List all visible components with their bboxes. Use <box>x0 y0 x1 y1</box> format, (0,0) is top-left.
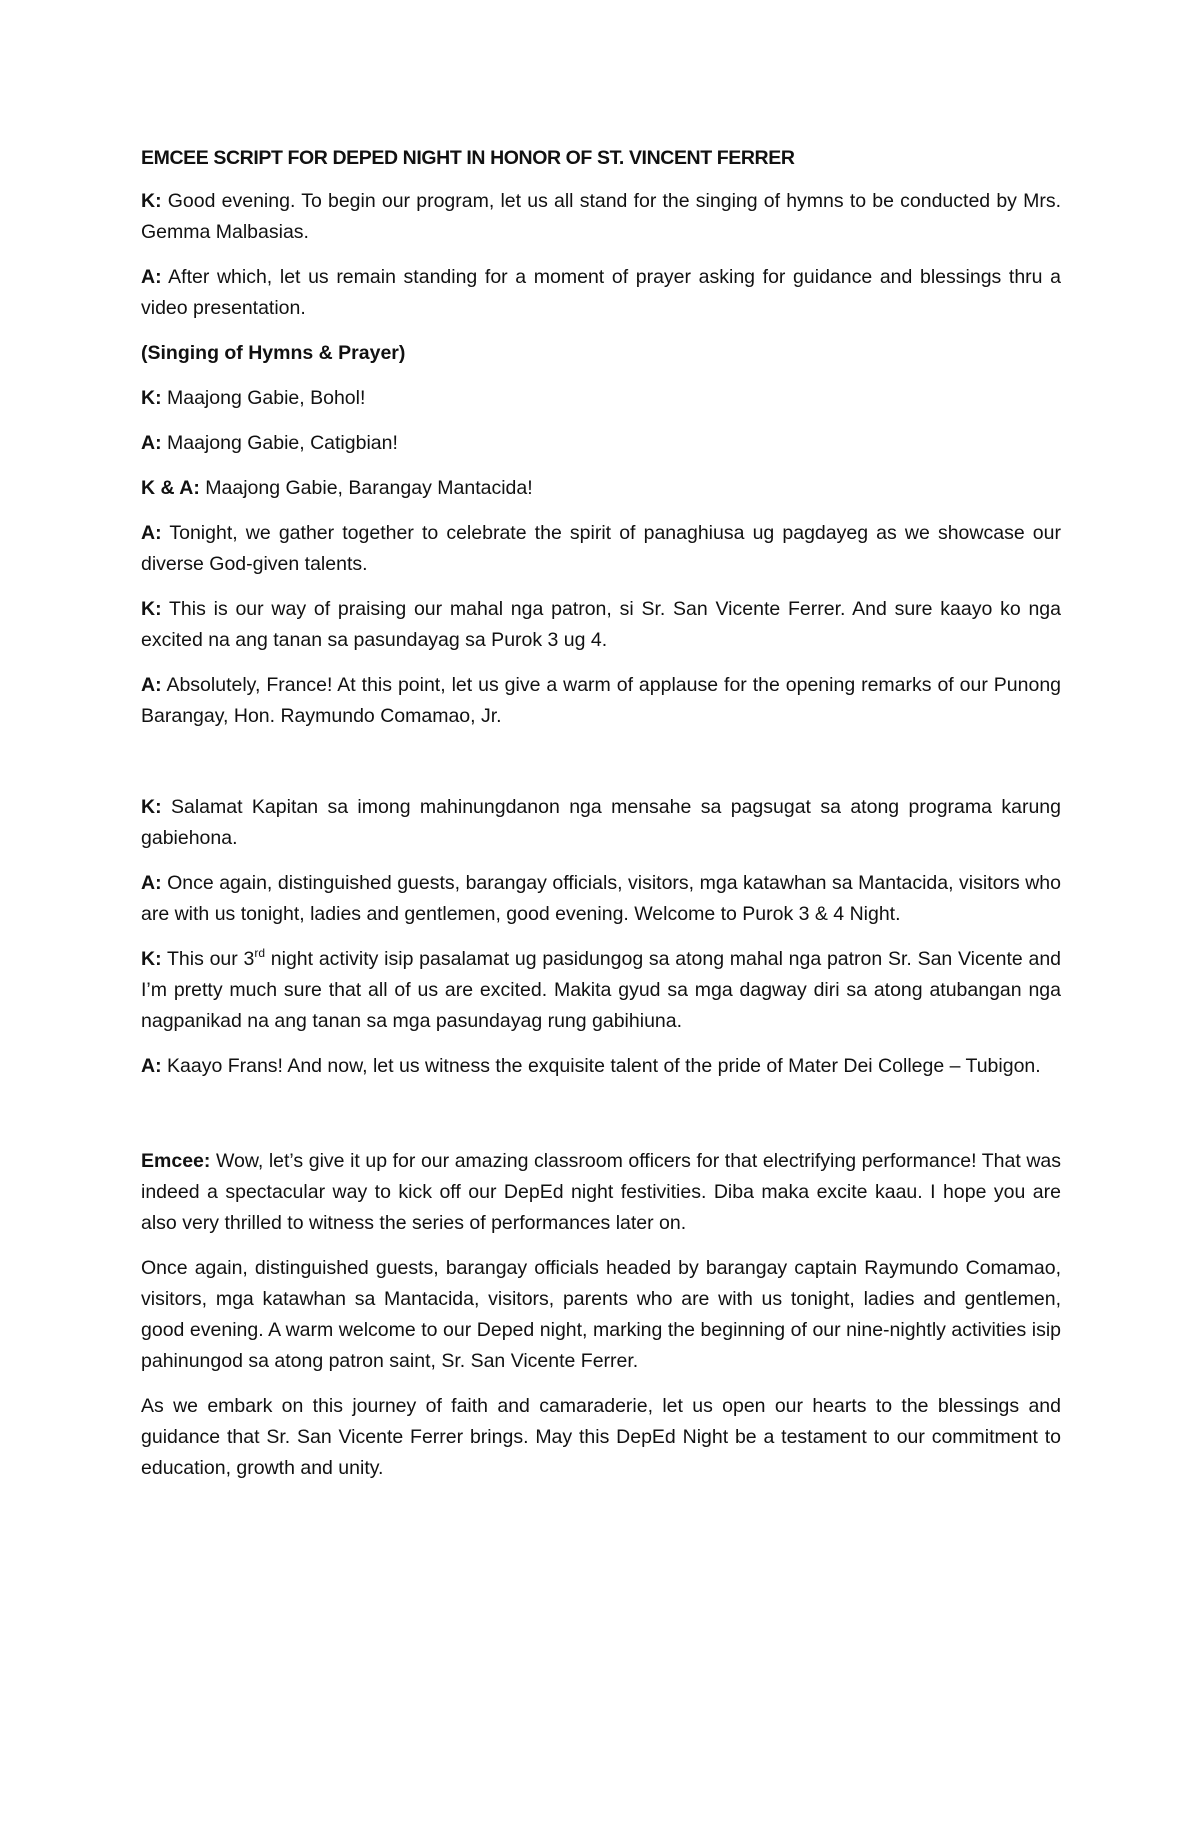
line-text: Good evening. To begin our program, let us all stand for the singing of hymns to be conducted by Mrs. Gemma Malbasias. <box>141 190 1061 243</box>
script-line <box>141 1051 1061 1082</box>
document-page <box>141 143 1061 1498</box>
line-text: After which, let us remain standing for a moment of prayer asking for guidance and blessings thru a video presentation. <box>141 266 1062 319</box>
speaker-label: K & A: <box>141 477 200 499</box>
line-text: Once again, distinguished guests, barangay officials, visitors, mga katawhan sa Mantacida, visitors who are with us tonight, ladies and gentlemen, good evening. Welcome to Purok 3 & 4 Night. <box>141 872 1061 925</box>
paragraph: As we embark on this journey of faith and camaraderie, let us open our hearts to the blessings and guidance that Sr. San Vicente Ferrer brings. May this DepEd Night be a testament to our commitment to education, growth and unity. <box>141 1395 1061 1479</box>
blank-space <box>141 746 1061 792</box>
script-line <box>141 670 1061 732</box>
section-heading: (Singing of Hymns & Prayer) <box>141 342 406 364</box>
speaker-label: A: <box>141 1055 162 1077</box>
line-text: This is our way of praising our mahal nga patron, si Sr. San Vicente Ferrer. And sure kaayo ko nga excited na ang tanan sa pasundayag sa Purok 3 ug 4. <box>141 598 1061 651</box>
script-line <box>141 1146 1061 1239</box>
speaker-label: K: <box>141 598 162 620</box>
speaker-label: A: <box>141 872 162 894</box>
line-text-after: night activity isip pasalamat ug pasidungog sa atong mahal nga patron Sr. San Vicente and I’m pretty much sure that all of us are excited. Makita gyud sa mga dagway diri sa atong atubangan nga nagpanikad na ang tanan sa mga pasundayag rung gabihiuna. <box>141 948 1062 1032</box>
line-text: Maajong Gabie, Barangay Mantacida! <box>205 477 533 499</box>
speaker-label: A: <box>141 266 162 288</box>
line-text: Kaayo Frans! And now, let us witness the exquisite talent of the pride of Mater Dei College – Tubigon. <box>167 1055 1041 1077</box>
line-text: Tonight, we gather together to celebrate the spirit of panaghiusa ug pagdayeg as we showcase our diverse God-given talents. <box>141 522 1061 575</box>
speaker-label: K: <box>141 190 162 212</box>
script-line <box>141 473 1061 504</box>
ordinal-suffix: rd <box>254 946 266 960</box>
speaker-label: A: <box>141 432 162 454</box>
script-line <box>141 383 1061 414</box>
line-text-before: This our 3 <box>166 948 255 970</box>
paragraph: Once again, distinguished guests, barangay officials headed by barangay captain Raymundo Comamao, visitors, mga katawhan sa Mantacida, visitors, parents who are with us tonight, ladies and gentlemen, good evening. A warm welcome to our Deped night, marking the beginning of our nine-nightly activities isip pahinungod sa atong patron saint, Sr. San Vicente Ferrer. <box>141 1257 1061 1372</box>
speaker-label: K: <box>141 796 162 818</box>
speaker-label: K: <box>141 387 162 409</box>
line-text: Absolutely, France! At this point, let us give a warm of applause for the opening remarks of our Punong Barangay, Hon. Raymundo Comamao, Jr. <box>141 674 1062 727</box>
script-line <box>141 262 1061 324</box>
blank-space <box>141 1096 1061 1146</box>
document-title: EMCEE SCRIPT FOR DEPED NIGHT IN HONOR OF ST. VINCENT FERRER <box>141 147 795 169</box>
script-line <box>141 186 1061 248</box>
speaker-label: K: <box>141 948 162 970</box>
script-line <box>141 792 1061 854</box>
line-text: Maajong Gabie, Catigbian! <box>167 432 398 454</box>
line-text: Salamat Kapitan sa imong mahinungdanon nga mensahe sa pagsugat sa atong programa karung gabiehona. <box>141 796 1061 849</box>
speaker-label: A: <box>141 674 162 696</box>
script-line <box>141 594 1061 656</box>
script-line <box>141 944 1061 1037</box>
line-text: Wow, let’s give it up for our amazing classroom officers for that electrifying performance! That was indeed a spectacular way to kick off our DepEd night festivities. Diba maka excite kaau. I hope you are also very thrilled to witness the series of performances later on. <box>141 1150 1062 1234</box>
script-line <box>141 428 1061 459</box>
speaker-label: A: <box>141 522 162 544</box>
script-line <box>141 518 1061 580</box>
script-line <box>141 868 1061 930</box>
line-text: Maajong Gabie, Bohol! <box>167 387 366 409</box>
speaker-label: Emcee: <box>141 1150 211 1172</box>
